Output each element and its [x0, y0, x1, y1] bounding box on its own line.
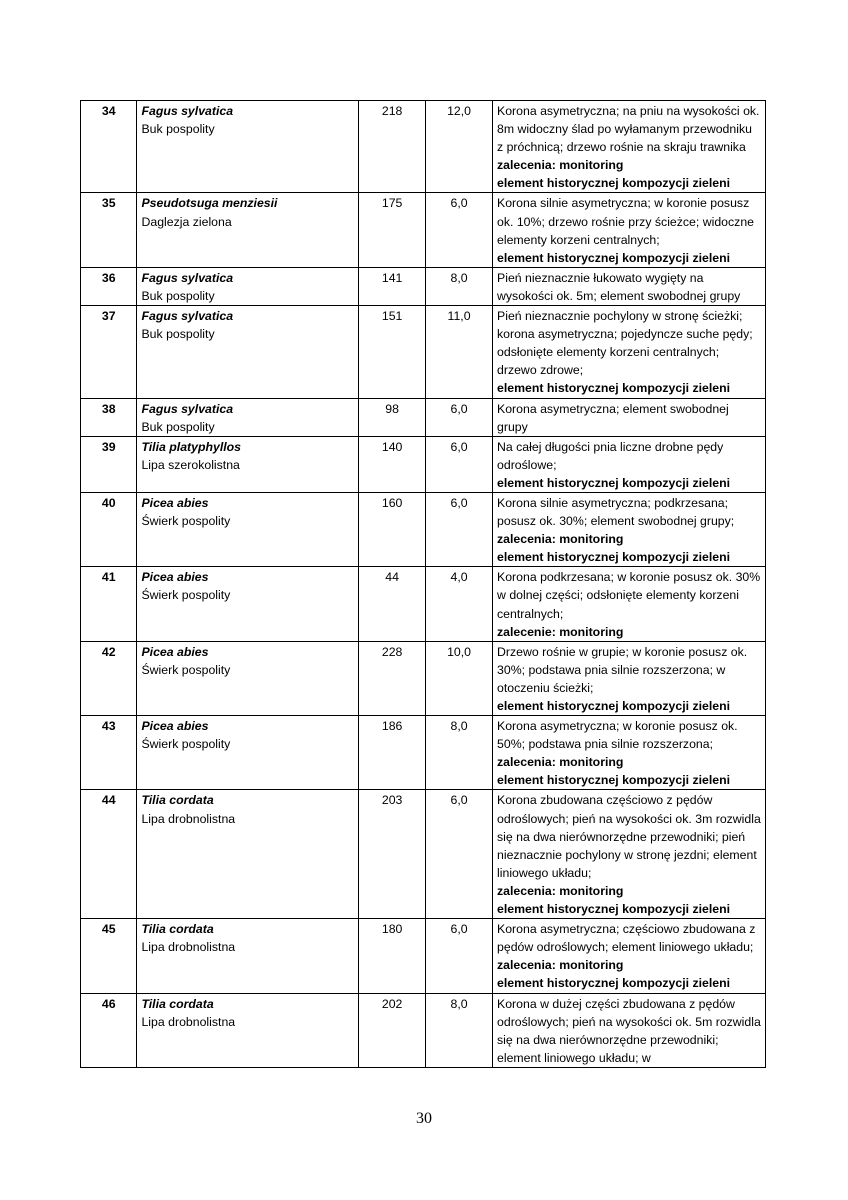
recommendation: zalecenie: monitoring	[497, 624, 624, 639]
table-row	[81, 436, 766, 492]
common-name: Lipa drobnolistna	[141, 1014, 236, 1029]
common-name: Daglezja zielona	[141, 214, 232, 229]
trunk-circumference: 202	[359, 993, 426, 1067]
common-name: Świerk pospolity	[141, 737, 231, 752]
latin-name: Fagus sylvatica	[141, 401, 234, 416]
latin-name: Tilia cordata	[141, 996, 214, 1011]
latin-name: Pseudotsuga menziesii	[141, 196, 278, 211]
species-cell	[137, 919, 359, 993]
condition-description: Pień nieznacznie pochylony w stronę ścieżki; korona asymetryczna; pojedyncze suche pędy; odsłonięte elementy korzeni centralnych; drzewo zdrowe;	[497, 309, 753, 378]
tree-number: 46	[81, 993, 137, 1067]
latin-name: Picea abies	[141, 719, 209, 734]
table-row	[81, 567, 766, 641]
species-cell	[137, 641, 359, 715]
tree-height: 6,0	[426, 919, 493, 993]
latin-name: Tilia cordata	[141, 922, 214, 937]
description-cell	[493, 306, 766, 398]
common-name: Buk pospolity	[141, 327, 215, 342]
table-row	[81, 398, 766, 436]
species-cell	[137, 993, 359, 1067]
tree-number: 45	[81, 919, 137, 993]
trunk-circumference: 180	[359, 919, 426, 993]
tree-height: 6,0	[426, 790, 493, 919]
description-cell	[493, 790, 766, 919]
common-name: Buk pospolity	[141, 288, 215, 303]
tree-number: 38	[81, 398, 137, 436]
trunk-circumference: 175	[359, 193, 426, 267]
condition-description: Korona asymetryczna; w koronie posusz ok. 50%; podstawa pnia silnie rozszerzona;	[497, 719, 738, 752]
tree-number: 43	[81, 716, 137, 790]
historic-element-note: element historycznej kompozycji zieleni	[497, 475, 731, 490]
common-name: Buk pospolity	[141, 419, 215, 434]
description-cell	[493, 993, 766, 1067]
description-cell	[493, 716, 766, 790]
tree-height: 8,0	[426, 716, 493, 790]
table-row	[81, 267, 766, 305]
table-row	[81, 101, 766, 193]
condition-description: Drzewo rośnie w grupie; w koronie posusz ok. 30%; podstawa pnia silnie rozszerzona; w otoczeniu ścieżki;	[497, 644, 748, 695]
species-cell	[137, 567, 359, 641]
tree-height: 6,0	[426, 193, 493, 267]
tree-inventory-table	[80, 100, 766, 1068]
tree-height: 12,0	[426, 101, 493, 193]
condition-description: Korona silnie asymetryczna; podkrzesana; posusz ok. 30%; element swobodnej grupy;	[497, 495, 735, 529]
species-cell	[137, 492, 359, 566]
condition-description: Pień nieznacznie łukowato wygięty na wysokości ok. 5m; element swobodnej grupy	[497, 270, 741, 303]
tree-rows	[81, 101, 766, 1068]
historic-element-note: element historycznej kompozycji zieleni	[497, 699, 731, 713]
condition-description: Korona asymetryczna; na pniu na wysokości ok. 8m widoczny ślad po wyłamanym przewodniku z próchnicą; drzewo rośnie na skraju trawnika	[497, 104, 760, 155]
trunk-circumference: 203	[359, 790, 426, 919]
historic-element-note: element historycznej kompozycji zieleni	[497, 976, 731, 991]
tree-number: 40	[81, 492, 137, 566]
description-cell	[493, 641, 766, 715]
description-cell	[493, 101, 766, 193]
trunk-circumference: 141	[359, 267, 426, 305]
trunk-circumference: 44	[359, 567, 426, 641]
tree-number: 41	[81, 567, 137, 641]
historic-element-note: element historycznej kompozycji zieleni	[497, 381, 731, 396]
condition-description: Na całej długości pnia liczne drobne pędy odroślowe;	[497, 439, 724, 472]
latin-name: Picea abies	[141, 570, 209, 585]
common-name: Lipa drobnolistna	[141, 940, 236, 955]
tree-number: 39	[81, 436, 137, 492]
trunk-circumference: 218	[359, 101, 426, 193]
table-row	[81, 306, 766, 398]
recommendation: zalecenia: monitoring	[497, 532, 624, 547]
species-cell	[137, 790, 359, 919]
condition-description: Korona w dużej części zbudowana z pędów odroślowych; pień na wysokości ok. 5m rozwidla się na dwa nierównorzędne przewodniki; element liniowego układu; w	[497, 996, 761, 1065]
condition-description: Korona podkrzesana; w koronie posusz ok. 30% w dolnej części; odsłonięte elementy korzeni centralnych;	[497, 570, 761, 621]
tree-number: 42	[81, 641, 137, 715]
latin-name: Tilia cordata	[141, 793, 214, 808]
tree-number: 34	[81, 101, 137, 193]
recommendation: zalecenia: monitoring	[497, 755, 624, 770]
tree-height: 6,0	[426, 492, 493, 566]
tree-height: 11,0	[426, 306, 493, 398]
recommendation: zalecenia: monitoring	[497, 158, 624, 173]
latin-name: Fagus sylvatica	[141, 104, 234, 118]
latin-name: Picea abies	[141, 495, 209, 510]
common-name: Lipa drobnolistna	[141, 811, 236, 826]
trunk-circumference: 98	[359, 398, 426, 436]
latin-name: Fagus sylvatica	[141, 309, 234, 324]
tree-height: 8,0	[426, 993, 493, 1067]
tree-height: 4,0	[426, 567, 493, 641]
historic-element-note: element historycznej kompozycji zieleni	[497, 250, 731, 265]
tree-height: 6,0	[426, 436, 493, 492]
common-name: Świerk pospolity	[141, 588, 231, 603]
tree-number: 36	[81, 267, 137, 305]
species-cell	[137, 716, 359, 790]
description-cell	[493, 193, 766, 267]
condition-description: Korona asymetryczna; częściowo zbudowana z pędów odroślowych; element liniowego układu;	[497, 922, 756, 955]
description-cell	[493, 567, 766, 641]
table-row	[81, 641, 766, 715]
species-cell	[137, 101, 359, 193]
table-row	[81, 919, 766, 993]
tree-height: 10,0	[426, 641, 493, 715]
table-row	[81, 193, 766, 267]
common-name: Buk pospolity	[141, 122, 215, 137]
historic-element-note: element historycznej kompozycji zieleni	[497, 550, 731, 565]
trunk-circumference: 160	[359, 492, 426, 566]
trunk-circumference: 186	[359, 716, 426, 790]
description-cell	[493, 492, 766, 566]
table-row	[81, 993, 766, 1067]
species-cell	[137, 436, 359, 492]
condition-description: Korona asymetryczna; element swobodnej grupy	[497, 401, 729, 434]
common-name: Lipa szerokolistna	[141, 457, 240, 472]
historic-element-note: element historycznej kompozycji zieleni	[497, 773, 731, 788]
common-name: Świerk pospolity	[141, 662, 231, 677]
condition-description: Korona silnie asymetryczna; w koronie posusz ok. 10%; drzewo rośnie przy ścieżce; widoczne elementy korzeni centralnych;	[497, 196, 754, 247]
trunk-circumference: 140	[359, 436, 426, 492]
tree-height: 8,0	[426, 267, 493, 305]
common-name: Świerk pospolity	[141, 514, 231, 529]
latin-name: Fagus sylvatica	[141, 270, 234, 285]
condition-description: Korona zbudowana częściowo z pędów odroślowych; pień na wysokości ok. 3m rozwidla się na dwa nierównorzędne przewodniki; pień nieznacznie pochylony w stronę jezdni; element liniowego układu;	[497, 793, 761, 880]
latin-name: Picea abies	[141, 644, 209, 659]
trunk-circumference: 151	[359, 306, 426, 398]
historic-element-note: element historycznej kompozycji zieleni	[497, 176, 731, 191]
latin-name: Tilia platyphyllos	[141, 439, 242, 454]
tree-number: 44	[81, 790, 137, 919]
description-cell	[493, 919, 766, 993]
historic-element-note: element historycznej kompozycji zieleni	[497, 902, 731, 917]
species-cell	[137, 193, 359, 267]
recommendation: zalecenia: monitoring	[497, 958, 624, 973]
species-cell	[137, 306, 359, 398]
description-cell	[493, 398, 766, 436]
description-cell	[493, 267, 766, 305]
species-cell	[137, 267, 359, 305]
trunk-circumference: 228	[359, 641, 426, 715]
tree-height: 6,0	[426, 398, 493, 436]
table-row	[81, 492, 766, 566]
table-row	[81, 716, 766, 790]
species-cell	[137, 398, 359, 436]
tree-number: 35	[81, 193, 137, 267]
description-cell	[493, 436, 766, 492]
table-row	[81, 790, 766, 919]
page-number: 30	[416, 1110, 432, 1127]
recommendation: zalecenia: monitoring	[497, 883, 624, 898]
tree-number: 37	[81, 306, 137, 398]
